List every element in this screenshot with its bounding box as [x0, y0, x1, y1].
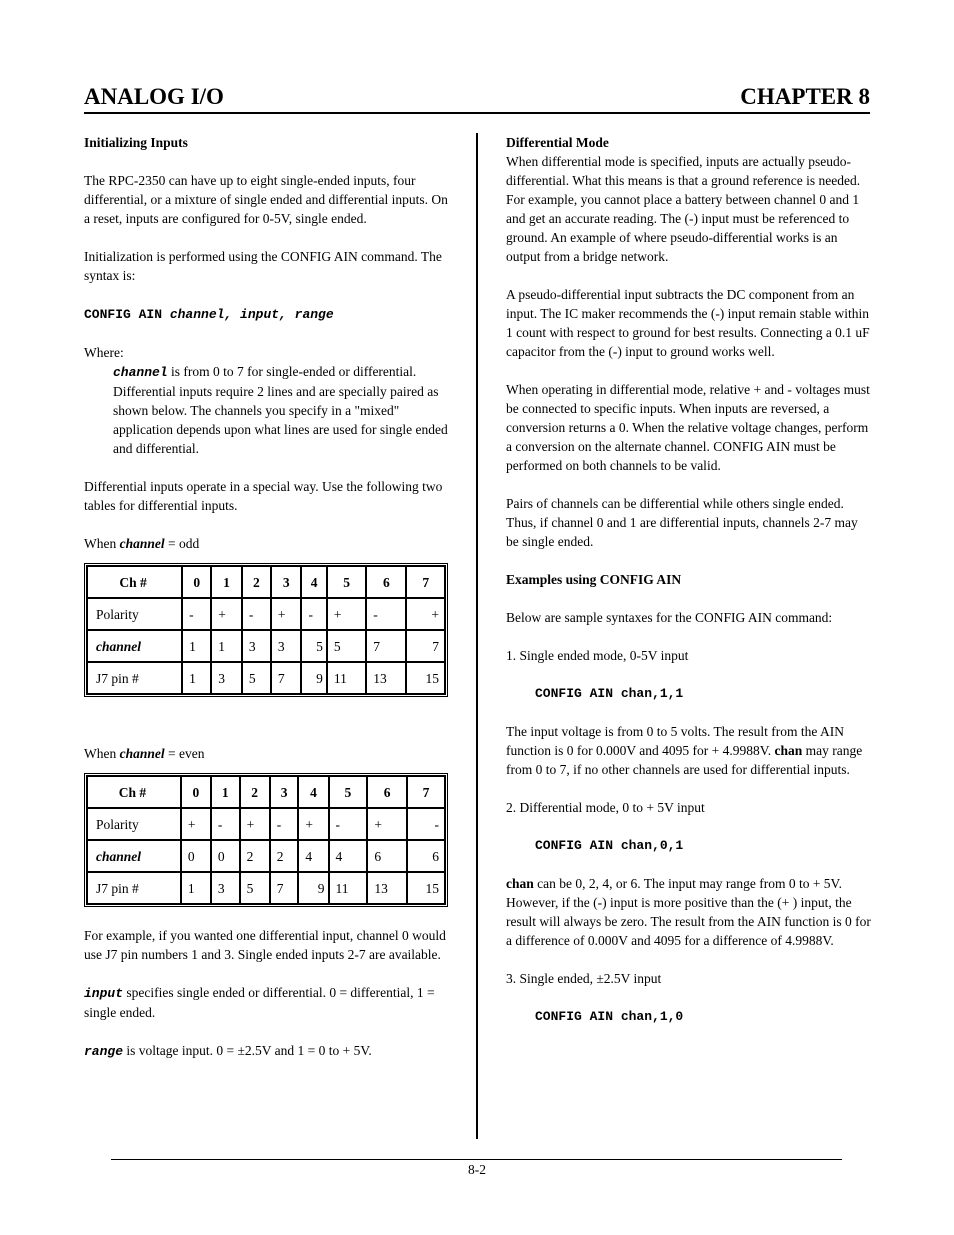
examples-intro: Below are sample syntaxes for the CONFIG AIN command: [506, 610, 833, 625]
right-column [506, 133, 872, 1045]
table-cell: 4 [329, 840, 368, 872]
dc-component-paragraph: A pseudo-differential input subtracts the DC component from an input. The IC maker recommends the (-) input remain stable within 1 count with respect to ground for best results. Connecting a 0.1 uF capacitor from the (-) input to ground works well. [506, 287, 870, 359]
table-cell: 11 [327, 662, 366, 694]
table-cell: 9 [301, 662, 326, 694]
table-cell: 15 [406, 662, 445, 694]
example-2-description [506, 874, 872, 950]
caption-when: When [84, 536, 120, 551]
table-cell: 9 [298, 872, 328, 904]
table-cell: 4 [298, 776, 328, 808]
caption-when: When [84, 746, 120, 761]
odd-channel-table [84, 563, 448, 697]
table-cell: 1 [211, 566, 242, 598]
chapter-section-title: ANALOG I/O [84, 84, 224, 109]
table-row [87, 808, 445, 840]
table-cell: 5 [327, 630, 366, 662]
channel-definition [84, 362, 448, 458]
table-cell: 5 [301, 630, 326, 662]
table-cell: Ch # [87, 776, 181, 808]
table-header-row [87, 776, 445, 808]
table-cell: 7 [406, 566, 445, 598]
range-term: range [84, 1044, 124, 1059]
differential-paragraph: Differential inputs operate in a special way. Use the following two tables for differential inputs. [84, 479, 443, 513]
left-column [84, 133, 448, 1080]
page-number: 8-2 [468, 1162, 486, 1177]
table-cell: channel [87, 630, 182, 662]
footer-rule [111, 1159, 842, 1160]
table-cell: 7 [366, 630, 406, 662]
table-cell: 6 [367, 840, 407, 872]
where-label: Where: [84, 345, 124, 360]
table-cell: 5 [242, 662, 271, 694]
table-cell: 7 [271, 662, 302, 694]
table-cell: 6 [366, 566, 406, 598]
table-cell: 15 [407, 872, 445, 904]
example-2-chan: chan [506, 876, 534, 891]
caption-channel: channel [119, 536, 165, 551]
caption-channel: channel [119, 746, 165, 761]
syntax-command: CONFIG AIN [84, 307, 170, 322]
example-2-code: CONFIG AIN chan,0,1 [535, 838, 684, 853]
table-row [87, 598, 445, 630]
example-2-title: 2. Differential mode, 0 to + 5V input [506, 800, 705, 815]
table-cell: 1 [182, 630, 211, 662]
input-description: specifies single ended or differential. 0 = differential, 1 = single ended. [84, 985, 435, 1020]
table-row [87, 630, 445, 662]
table-cell: 1 [211, 776, 240, 808]
table-cell: 5 [240, 872, 270, 904]
example-1-description [506, 722, 872, 779]
table-cell: 11 [329, 872, 368, 904]
table-cell: 3 [211, 662, 242, 694]
syntax-arguments: channel, input, range [169, 307, 334, 322]
range-definition [84, 1041, 448, 1061]
table-cell: Polarity [87, 808, 181, 840]
table-cell: J7 pin # [87, 872, 181, 904]
table-cell: Polarity [87, 598, 182, 630]
table-cell: + [181, 808, 211, 840]
example-1-text-b: may range from 0 to 7, if no other channels are used for differential inputs. [506, 743, 863, 777]
differential-operation-paragraph: When operating in differential mode, relative + and - voltages must be connected to specific inputs. When inputs are reversed, a conversion returns a 0. When the relative voltage changes, perform a conversion on the alternate channel. CONFIG AIN must be performed on both channels to be valid. [506, 382, 870, 473]
column-divider [476, 133, 478, 1139]
table-cell: + [211, 598, 242, 630]
table-cell: 3 [242, 630, 271, 662]
input-definition [84, 983, 448, 1022]
table-cell: 7 [406, 630, 445, 662]
table-cell: + [327, 598, 366, 630]
table-cell: 2 [242, 566, 271, 598]
table-cell: + [406, 598, 445, 630]
channel-term: channel [113, 365, 168, 380]
table-cell: - [211, 808, 240, 840]
table-header-row [87, 566, 445, 598]
table-cell: + [271, 598, 302, 630]
table-cell: channel [87, 840, 181, 872]
table-cell: 7 [407, 776, 445, 808]
table-cell: - [242, 598, 271, 630]
table-cell: 3 [211, 872, 240, 904]
example-1-title: 1. Single ended mode, 0-5V input [506, 648, 689, 663]
caption-odd: = odd [164, 536, 200, 551]
table-cell: 1 [182, 662, 211, 694]
table-cell: 2 [240, 840, 270, 872]
input-term: input [84, 986, 124, 1001]
table-cell: 1 [211, 630, 242, 662]
example-3-code: CONFIG AIN chan,1,0 [535, 1009, 684, 1024]
intro-paragraph: The RPC-2350 can have up to eight single-ended inputs, four differential, or a mixture of single ended and differential inputs. On a reset, inputs are configured for 0-5V, single ended. [84, 173, 448, 226]
table-cell: 7 [270, 872, 299, 904]
table-cell: 3 [270, 776, 299, 808]
table-cell: J7 pin # [87, 662, 182, 694]
table-cell: 4 [301, 566, 326, 598]
differential-mode-heading: Differential Mode [506, 135, 609, 150]
range-description: is voltage input. 0 = ±2.5V and 1 = 0 to + 5V. [123, 1043, 372, 1058]
example-2-text: can be 0, 2, 4, or 6. The input may range from 0 to + 5V. However, if the (-) input is more positive than the (+ ) input, the result will always be zero. The result from the AIN function is 0 for a difference of 0.000V and 4095 for a difference of 4.9988V. [506, 876, 871, 948]
table-cell: - [301, 598, 326, 630]
example-1-text-a: The input voltage is from 0 to 5 volts. The result from the AIN function is 0 for 0.000V and 4095 for + 4.9988V. [506, 724, 844, 758]
table-cell: - [270, 808, 299, 840]
table-cell: + [240, 808, 270, 840]
table-cell: 5 [327, 566, 366, 598]
table-cell: - [407, 808, 445, 840]
table-cell: Ch # [87, 566, 182, 598]
table-row [87, 872, 445, 904]
example-paragraph: For example, if you wanted one differential input, channel 0 would use J7 pin numbers 1 and 3. Single ended inputs 2-7 are available. [84, 928, 446, 962]
table-cell: 13 [367, 872, 407, 904]
table-cell: - [366, 598, 406, 630]
table-row [87, 662, 445, 694]
examples-heading: Examples using CONFIG AIN [506, 572, 682, 587]
chapter-title: CHAPTER 8 [740, 84, 870, 109]
channel-description: is from 0 to 7 for single-ended or differential. Differential inputs require 2 lines and are specially paired as shown below. The channels you specify in a "mixed" application depends upon what lines are used for single ended and differential. [113, 364, 448, 456]
table-cell: 4 [298, 840, 328, 872]
even-table-caption [84, 744, 448, 763]
example-3-title: 3. Single ended, ±2.5V input [506, 971, 662, 986]
table-cell: 1 [181, 872, 211, 904]
table-cell: 6 [367, 776, 407, 808]
table-cell: - [329, 808, 368, 840]
example-1-code: CONFIG AIN chan,1,1 [535, 686, 684, 701]
table-cell: 2 [240, 776, 270, 808]
config-ain-syntax [84, 304, 448, 324]
odd-table-caption [84, 534, 448, 553]
channel-pairs-paragraph: Pairs of channels can be differential while others single ended. Thus, if channel 0 and 1 are differential inputs, channels 2-7 may be single ended. [506, 496, 858, 549]
table-cell: 0 [211, 840, 240, 872]
table-cell: 13 [366, 662, 406, 694]
even-channel-table [84, 773, 448, 907]
table-cell: - [182, 598, 211, 630]
header-rule [84, 112, 870, 114]
table-cell: + [367, 808, 407, 840]
table-cell: 5 [329, 776, 368, 808]
table-cell: 0 [181, 776, 211, 808]
table-row [87, 840, 445, 872]
table-cell: 3 [271, 630, 302, 662]
table-cell: 0 [182, 566, 211, 598]
table-cell: + [298, 808, 328, 840]
caption-even: = even [164, 746, 205, 761]
example-1-chan: chan [774, 743, 803, 758]
initializing-inputs-heading: Initializing Inputs [84, 135, 188, 150]
table-cell: 0 [181, 840, 211, 872]
initialization-paragraph: Initialization is performed using the CONFIG AIN command. The syntax is: [84, 249, 442, 283]
table-cell: 3 [271, 566, 302, 598]
table-cell: 6 [407, 840, 445, 872]
pseudo-differential-paragraph: When differential mode is specified, inputs are actually pseudo-differential. What this means is that a ground reference is needed. For example, you cannot place a battery between channel 0 and 1 and get an accurate reading. The (-) input must be referenced to ground. An example of where pseudo-differential works is an output from a bridge network. [506, 154, 861, 264]
table-cell: 2 [270, 840, 299, 872]
